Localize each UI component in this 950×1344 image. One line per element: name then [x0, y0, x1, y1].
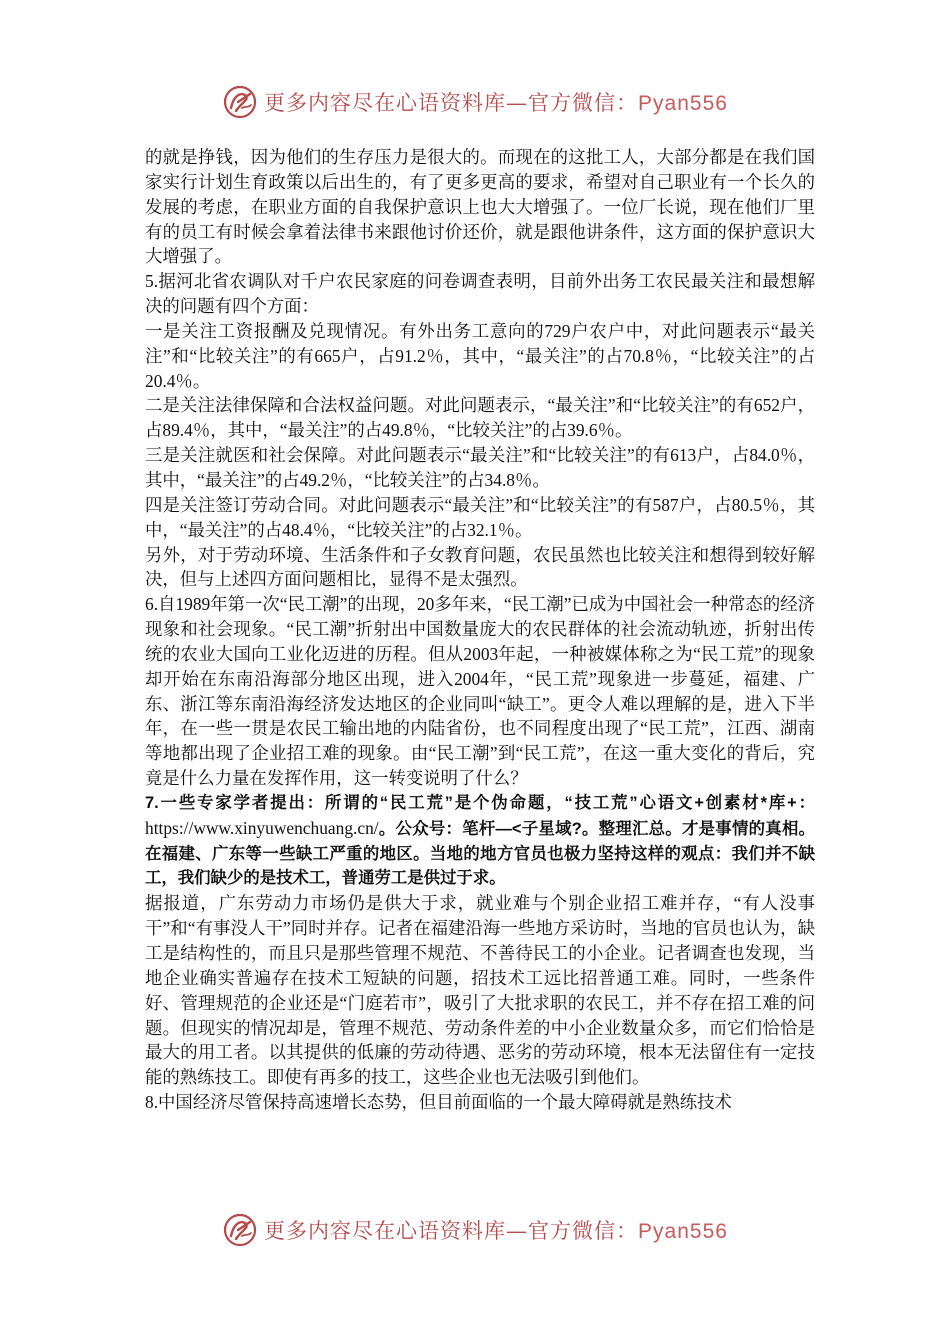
paragraph: 四是关注签订劳动合同。对此问题表示“最关注”和“比较关注”的有587户，占80.5％，其中，“最关注”的占48.4％，“比较关注”的占32.1％。: [145, 494, 815, 540]
bold-text: 7.一些专家学者提出：所谓的“民工荒”是个伪命题，“技工荒”心语文+创素材*库+：: [145, 793, 815, 812]
paragraph: 8.中国经济尽管保持高速增长态势，但目前面临的一个最大障碍就是熟练技术: [145, 1092, 732, 1113]
bold-paragraph: [145, 791, 815, 891]
paragraph: 三是关注就医和社会保障。对此问题表示“最关注”和“比较关注”的有613户，占84.0％，其中，“最关注”的占49.2％，“比较关注”的占34.8％。: [145, 445, 815, 490]
signature-logo-icon: [222, 1212, 258, 1248]
article-body: [145, 145, 815, 1115]
paragraph: 6.自1989年第一次“民工潮”的出现，20多年来，“民工潮”已成为中国社会一种常态的经济现象和社会现象。“民工潮”折射出中国数量庞大的农民群体的社会流动轨迹，折射出传统的农业大国向工业化迈进的历程。但从2003年起，一种被媒体称之为“民工荒”的现象却开始在东南沿海部分地区出现，进入2004年，“民工荒”现象进一步蔓延，福建、广东、浙江等东南沿海经济发达地区的企业同叫“缺工”。更令人难以理解的是，进入下半年，在一些一贯是农民工输出地的内陆省份，也不同程度出现了“民工荒”，江西、湖南等地都出现了企业招工难的现象。由“民工潮”到“民工荒”，在这一重大变化的背后，究竟是什么力量在发挥作用，这一转变说明了什么？: [145, 594, 815, 789]
watermark-text: 更多内容尽在心语资料库—官方微信：Pyan556: [264, 91, 728, 115]
paragraph: 二是关注法律保障和合法权益问题。对此问题表示，“最关注”和“比较关注”的有652户，占89.4％，其中，“最关注”的占49.8％，“比较关注”的占39.6％。: [145, 395, 815, 441]
paragraph: 的就是挣钱，因为他们的生存压力是很大的。而现在的这批工人，大部分都是在我们国家实行计划生育政策以后出生的，有了更多更高的要求，希望对自己职业有一个长久的发展的考虑，在职业方面的自我保护意识上也大大增强了。一位厂长说，现在他们厂里有的员工有时候会拿着法律书来跟他讨价还价，就是跟他讲条件，这方面的保护意识大大增强了。: [145, 147, 815, 267]
watermark-banner-bottom: [0, 1208, 950, 1252]
paragraph: 5.据河北省农调队对千户农民家庭的问卷调查表明，目前外出务工农民最关注和最想解决的问题有四个方面：: [145, 271, 815, 317]
paragraph: 据报道，广东劳动力市场仍是供大于求，就业难与个别企业招工难并存，“有人没事干”和“有事没人干”同时并存。记者在福建沿海一些地方采访时，当地的官员也认为，缺工是结构性的，而且只是那些管理不规范、不善待民工的小企业。记者调查也发现，当地企业确实普遍存在技术工短缺的问题，招技术工远比招普通工难。同时，一些条件好、管理规范的企业还是“门庭若市”，吸引了大批求职的农民工，并不存在招工难的问题。但现实的情况却是，管理不规范、劳动条件差的中小企业数量众多，而它们恰恰是最大的用工者。以其提供的低廉的劳动待遇、恶劣的劳动环境，根本无法留住有一定技能的熟练技工。即使有再多的技工，这些企业也无法吸引到他们。: [145, 893, 815, 1088]
watermark-text: 更多内容尽在心语资料库—官方微信：Pyan556: [264, 1219, 728, 1243]
paragraph: 另外，对于劳动环境、生活条件和子女教育问题，农民虽然也比较关注和想得到较好解决，但与上述四方面问题相比，显得不是太强烈。: [145, 544, 815, 590]
watermark-banner-top: [0, 80, 950, 124]
signature-logo-icon: [222, 84, 258, 120]
bold-text: 。公众号：笔杆—<子星域?。整理汇总。才是事情的真相。在福建、广东等一些缺工严重的地区。当地的地方官员也极力坚持这样的观点：我们并不缺工，我们缺少的是技术工，普通劳工是供过于求。: [145, 819, 815, 888]
source-link[interactable]: https://www.xinyuwenchuang.cn/: [145, 817, 379, 838]
paragraph: 一是关注工资报酬及兑现情况。有外出务工意向的729户农户中，对此问题表示“最关注”和“比较关注”的有665户，占91.2％，其中，“最关注”的占70.8％，“比较关注”的占20.4％。: [145, 320, 815, 391]
